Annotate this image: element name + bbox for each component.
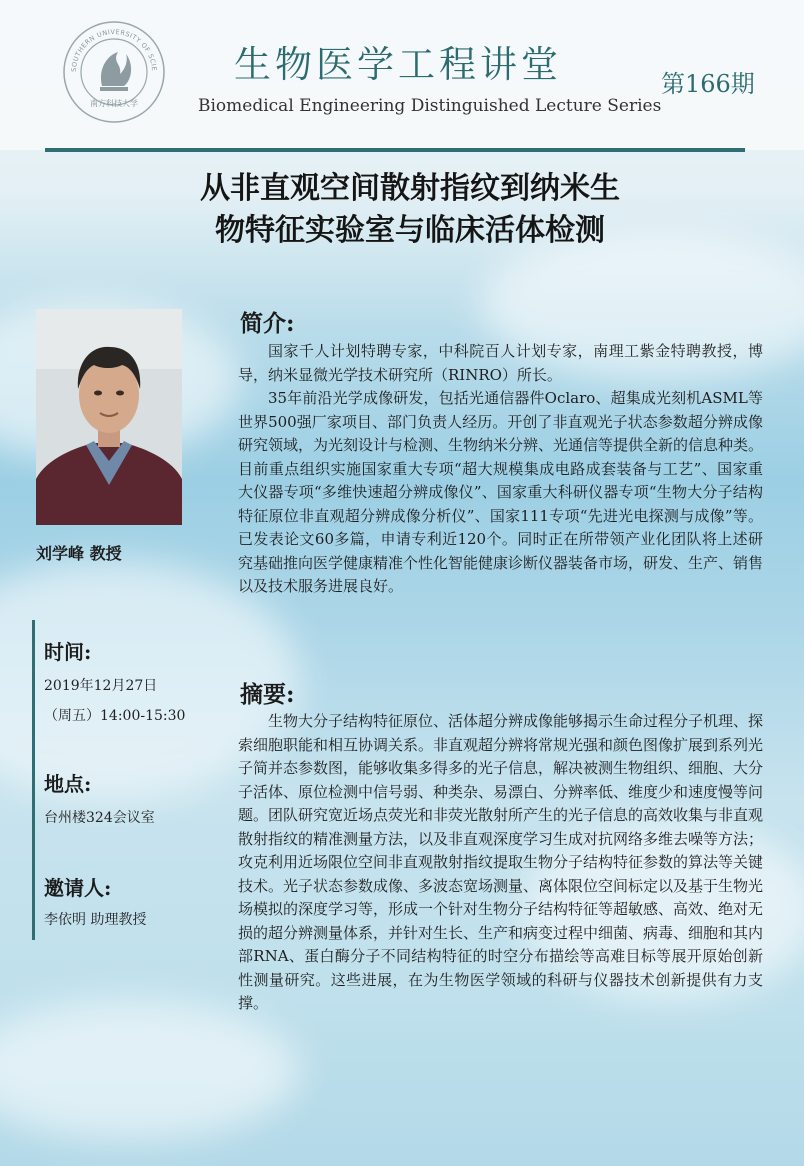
header-divider — [45, 148, 745, 152]
logo-motto: 南方科技大学 — [90, 99, 138, 108]
talk-title — [100, 168, 720, 252]
event-place: 台州楼324会议室 — [44, 810, 155, 826]
issue-number: 第166期 — [661, 70, 755, 98]
abstract-heading: 摘要: — [240, 681, 295, 708]
info-sidebar-bar — [32, 620, 35, 940]
event-host: 李依明 助理教授 — [44, 912, 147, 928]
event-time: （周五）14:00-15:30 — [44, 708, 186, 724]
bio-paragraph-1: 国家千人计划特聘专家，中科院百人计划专家，南理工紫金特聘教授，博导，纳米显微光学技术研究所（RINRO）所长。 — [238, 342, 763, 384]
university-logo — [62, 20, 166, 124]
bio-heading: 简介: — [240, 310, 295, 337]
logo-ring-text: SOUTHERN UNIVERSITY OF SCIE — [69, 27, 159, 73]
speaker-name: 刘学峰 教授 — [36, 544, 122, 563]
event-date: 2019年12月27日 — [44, 678, 158, 694]
bio-text — [238, 340, 763, 599]
time-label: 时间: — [44, 640, 92, 664]
abstract-paragraph: 生物大分子结构特征原位、活体超分辨成像能够揭示生命过程分子机理、探索细胞职能和相互协调关系。非直观超分辨将常规光强和颜色图像扩展到系列光子简并态参数图，能够收集多得多的光子信息，解决被测生物组织、细胞、大分子活体、原位检测中信号弱、种类杂、易漂白、分辨率低、维度少和速度慢等问题。团队研究宽近场点荧光和非荧光散射所产生的光子信息的高效收集与非直观散射指纹的精准测量方法，以及非直观深度学习生成对抗网络多维去噪等方法；攻克利用近场限位空间非直观散射指纹提取生物分子结构特征参数的算法等关键技术。光子状态参数成像、多波态宽场测量、离体限位空间标定以及基于生物光场模拟的深度学习等，形成一个针对生物分子结构特征等超敏感、高效、绝对无损的超分辨测量体系，并针对生长、生产和病变过程中细菌、病毒、细胞和其内部RNA、蛋白酶分子不同结构特征的时空分布描绘等高难目标等展开原始创新性测量研究。这些进展，在为生物医学领域的科研与仪器技术创新提供有力支撑。 — [238, 712, 764, 1012]
series-title: 生物医学工程讲堂 — [234, 43, 562, 86]
series-subtitle: Biomedical Engineering Distinguished Lecture Series — [198, 96, 662, 116]
bio-paragraph-2: 35年前沿光学成像研发，包括光通信器件Oclaro、超集成光刻机ASML等世界500强厂家项目、部门负责人经历。开创了非直观光子状态参数超分辨成像研究领域，为光刻设计与检测、生物纳米分辨、光通信等提供全新的信息种类。目前重点组织实施国家重大专项“超大规模集成电路成套装备与工艺”、国家重大仪器专项“多维快速超分辨成像仪”、国家重大科研仪器专项“生物大分子结构特征原位非直观超分辨成像分析仪”、国家111专项“先进光电探测与成像”等。已发表论文60多篇，申请专利近120个。同时正在所带领产业化团队将上述研究基础推向医学健康精准个性化智能健康诊断仪器装备市场，研发、生产、销售以及技术服务进展良好。 — [238, 389, 764, 595]
place-label: 地点: — [44, 772, 92, 796]
speaker-photo — [36, 309, 182, 525]
abstract-text — [238, 710, 763, 1016]
talk-title-line2: 物特征实验室与临床活体检测 — [215, 213, 605, 248]
talk-title-line1: 从非直观空间散射指纹到纳米生 — [200, 171, 620, 206]
host-label: 邀请人: — [44, 876, 112, 900]
cloud-decoration — [0, 1000, 300, 1140]
